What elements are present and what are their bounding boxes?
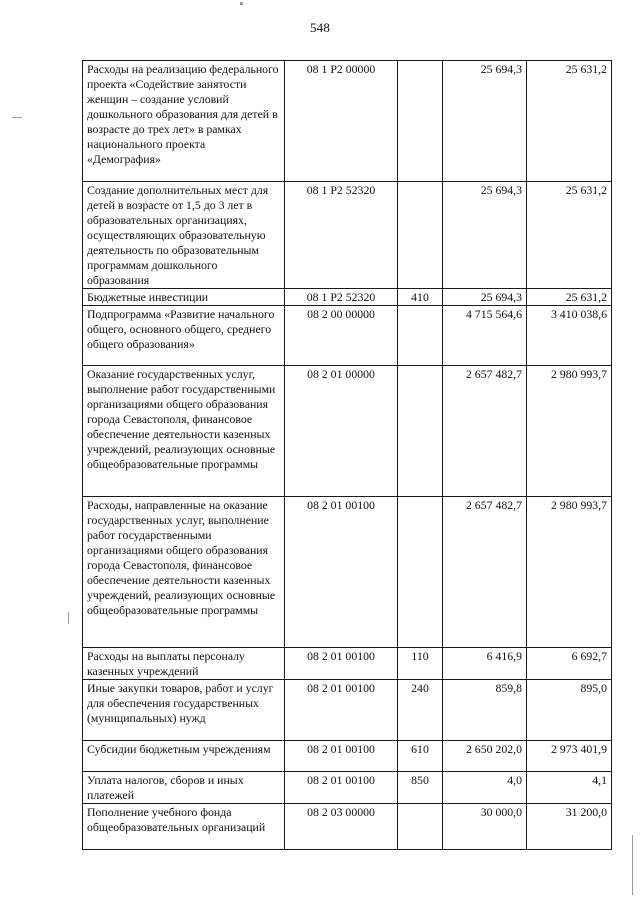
row-sum2-cell: 25 631,2: [527, 61, 612, 182]
table-row: [83, 182, 612, 289]
row-expense-type-cell: 610: [398, 741, 443, 772]
row-sum2-cell: 4,1: [527, 772, 612, 804]
row-sum1-cell: 6 416,9: [443, 648, 527, 680]
row-name-cell: Иные закупки товаров, работ и услуг для обеспечения государственных (муниципальных) нужд: [83, 680, 285, 741]
row-sum2-cell: 25 631,2: [527, 289, 612, 306]
table-row: [83, 366, 612, 497]
row-name-cell: Пополнение учебного фонда общеобразовательных организаций: [83, 804, 285, 850]
row-name-cell: Оказание государственных услуг, выполнение работ государственными организациями общего образования города Севастополя, финансовое обеспечение деятельности казенных учреждений, реализующих основные общеобразовательные программы: [83, 366, 285, 497]
row-expense-type-cell: 410: [398, 289, 443, 306]
row-code-cell: 08 2 01 00100: [285, 741, 398, 772]
scan-mark: [632, 835, 633, 895]
table-row: [83, 497, 612, 648]
row-name-cell: Уплата налогов, сборов и иных платежей: [83, 772, 285, 804]
row-name-cell: Субсидии бюджетным учреждениям: [83, 741, 285, 772]
row-name-cell: Расходы на выплаты персоналу казенных учреждений: [83, 648, 285, 680]
row-sum2-cell: 3 410 038,6: [527, 306, 612, 366]
row-sum1-cell: 4,0: [443, 772, 527, 804]
row-expense-type-cell: [398, 182, 443, 289]
row-expense-type-cell: [398, 306, 443, 366]
row-code-cell: 08 1 P2 00000: [285, 61, 398, 182]
table-row: [83, 804, 612, 850]
row-sum2-cell: 895,0: [527, 680, 612, 741]
row-code-cell: 08 2 01 00100: [285, 680, 398, 741]
row-sum1-cell: 859,8: [443, 680, 527, 741]
table-row: [83, 61, 612, 182]
row-code-cell: 08 2 01 00100: [285, 772, 398, 804]
row-sum1-cell: 25 694,3: [443, 289, 527, 306]
page-number: 548: [309, 20, 331, 35]
row-expense-type-cell: [398, 497, 443, 648]
table-row: [83, 741, 612, 772]
row-code-cell: 08 2 01 00100: [285, 497, 398, 648]
table-row: [83, 648, 612, 680]
row-code-cell: 08 2 01 00000: [285, 366, 398, 497]
row-sum2-cell: 2 980 993,7: [527, 366, 612, 497]
row-name-cell: Бюджетные инвестиции: [83, 289, 285, 306]
row-expense-type-cell: 110: [398, 648, 443, 680]
row-code-cell: 08 1 P2 52320: [285, 182, 398, 289]
table-row: [83, 680, 612, 741]
row-name-cell: Создание дополнительных мест для детей в возрасте от 1,5 до 3 лет в образовательных организациях, осуществляющих образовательную деятельность по образовательным программам дошкольного образования: [83, 182, 285, 289]
row-sum1-cell: 4 715 564,6: [443, 306, 527, 366]
row-sum2-cell: 25 631,2: [527, 182, 612, 289]
scan-mark: [240, 2, 243, 5]
row-expense-type-cell: [398, 366, 443, 497]
row-sum1-cell: 25 694,3: [443, 61, 527, 182]
row-sum2-cell: 6 692,7: [527, 648, 612, 680]
row-code-cell: 08 1 P2 52320: [285, 289, 398, 306]
row-expense-type-cell: 850: [398, 772, 443, 804]
row-sum1-cell: 2 657 482,7: [443, 497, 527, 648]
row-name-cell: Подпрограмма «Развитие начального общего, основного общего, среднего общего образования»: [83, 306, 285, 366]
scan-mark: [12, 117, 22, 118]
row-code-cell: 08 2 01 00100: [285, 648, 398, 680]
row-name-cell: Расходы на реализацию федерального проекта «Содействие занятости женщин – создание условий дошкольного образования для детей в возрасте до трех лет» в рамках национального проекта «Демография»: [83, 61, 285, 182]
row-sum2-cell: 31 200,0: [527, 804, 612, 850]
row-sum1-cell: 2 650 202,0: [443, 741, 527, 772]
table-row: [83, 772, 612, 804]
row-sum2-cell: 2 973 401,9: [527, 741, 612, 772]
table-row: [83, 289, 612, 306]
row-code-cell: 08 2 03 00000: [285, 804, 398, 850]
scan-mark: [68, 612, 69, 624]
row-sum1-cell: 25 694,3: [443, 182, 527, 289]
row-expense-type-cell: 240: [398, 680, 443, 741]
row-name-cell: Расходы, направленные на оказание государственных услуг, выполнение работ государственными организациями общего образования города Севастополя, финансовое обеспечение деятельности казенных учреждений, реализующих основные общеобразовательные программы: [83, 497, 285, 648]
budget-table: [82, 60, 612, 850]
table-row: [83, 306, 612, 366]
row-code-cell: 08 2 00 00000: [285, 306, 398, 366]
row-expense-type-cell: [398, 61, 443, 182]
row-expense-type-cell: [398, 804, 443, 850]
row-sum1-cell: 2 657 482,7: [443, 366, 527, 497]
row-sum2-cell: 2 980 993,7: [527, 497, 612, 648]
row-sum1-cell: 30 000,0: [443, 804, 527, 850]
